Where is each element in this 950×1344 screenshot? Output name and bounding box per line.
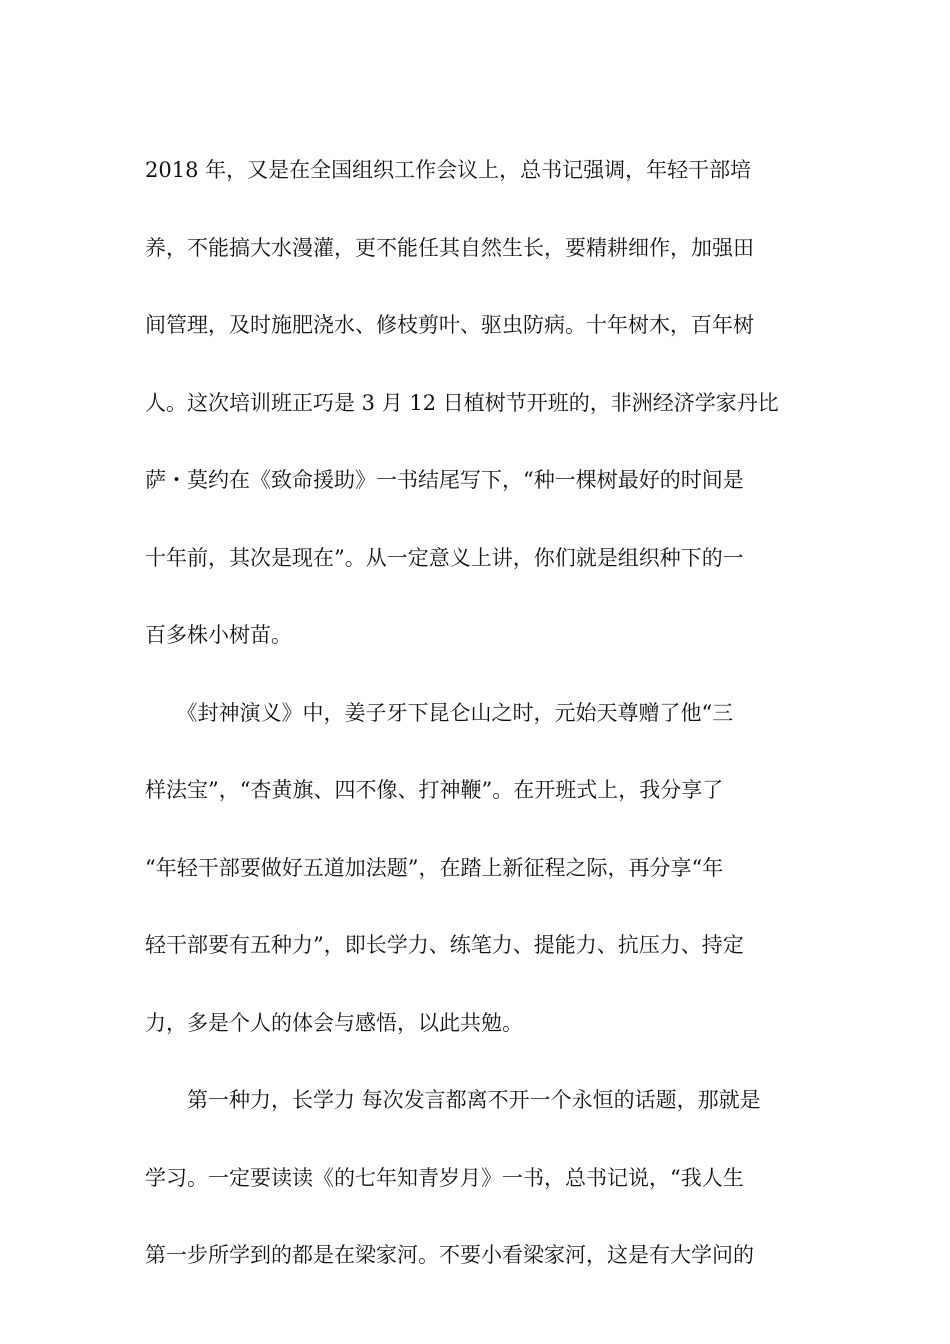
paragraph-3 [145,1062,805,1295]
text-line: 间管理，及时施肥浇水、修枝剪叶、驱虫防病。十年树木，百年树 [145,313,754,337]
text-line: 十年前，其次是现在”。从一定意义上讲，你们就是组织种下的一 [145,545,744,570]
text-line: “年轻干部要做好五道加法题”，在踏上新征程之际，再分享“年 [145,855,724,880]
paragraph-2 [145,675,805,1063]
text-line: 学习。一定要读读《的七年知青岁月》一书，总书记说，“我人生 [145,1165,744,1190]
text-line: 力，多是个人的体会与感悟，以此共勉。 [145,1010,523,1035]
text-line: 人。这次培训班正巧是 3 月 12 日植树节开班的，非洲经济学家丹比 [145,390,779,415]
text-line: 样法宝”，“杏黄旗、四不像、打神鞭”。在开班式上，我分享了 [145,778,724,802]
text-line: 百多株小树苗。 [145,623,292,647]
text-line: 第一步所学到的都是在梁家河。不要小看梁家河，这是有大学问的 [145,1243,754,1267]
text-line: 萨・莫约在《致命援助》一书结尾写下，“种一棵树最好的时间是 [145,468,744,492]
text-line: 2018 年，又是在全国组织工作会议上，总书记强调，年轻干部培 [145,158,752,182]
text-line: 第一种力，长学力 每次发言都离不开一个永恒的话题，那就是 [145,1088,761,1112]
text-line: 轻干部要有五种力”，即长学力、练笔力、提能力、抗压力、持定 [145,933,744,957]
paragraph-1 [145,132,805,675]
text-line: 养，不能搞大水漫灌，更不能任其自然生长，要精耕细作，加强田 [145,235,754,260]
document-body [145,132,805,1295]
text-line: 《封神演义》中，姜子牙下昆仑山之时，元始天尊赠了他“三 [145,700,734,725]
